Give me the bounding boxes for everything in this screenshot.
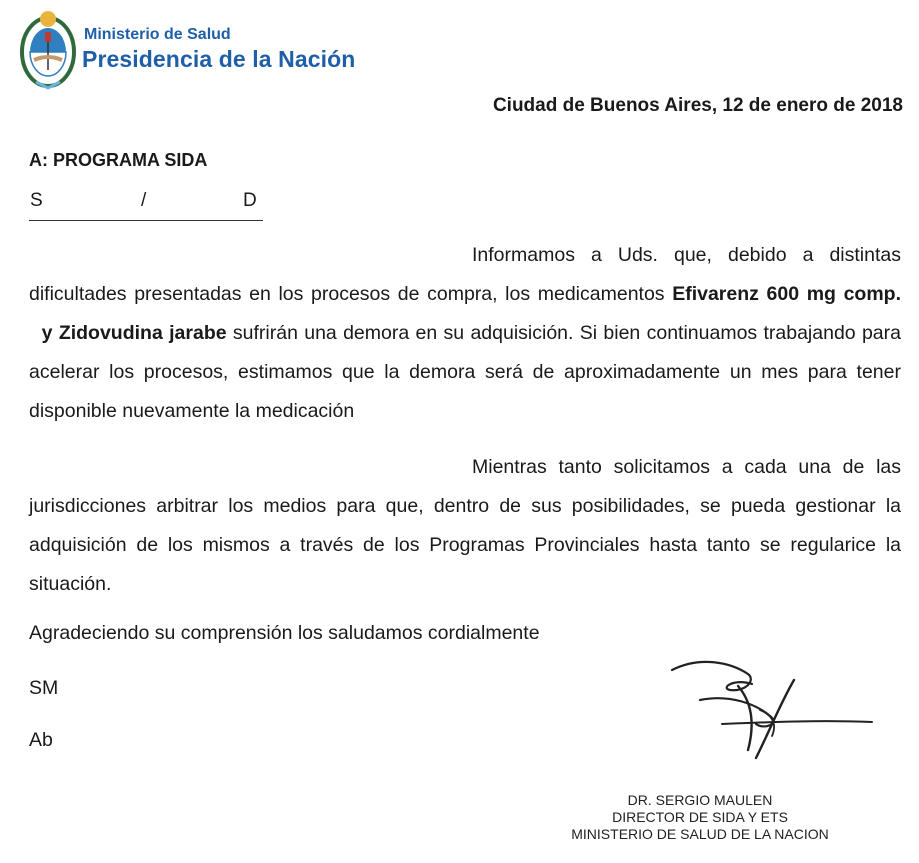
paragraph-2-text: Mientras tanto solicitamos a cada una de las jurisdicciones arbitrar los medios para que, dentro de sus posibilidades, se pueda gestionar la adquisición de los mismos a través de los Programas Provinciales hasta tanto se regularice la situación. bbox=[29, 456, 901, 595]
signatory-organization: MINISTERIO DE SALUD DE LA NACION bbox=[571, 826, 829, 842]
medication-efivarenz: Efivarenz 600 mg comp. bbox=[672, 283, 901, 305]
closing-line: Agradeciendo su comprensión los saludamos cordialmente bbox=[29, 622, 540, 644]
salutation-sd bbox=[29, 190, 263, 221]
paragraph-1-rest: sufrirán una demora en su adquisición. Si bien continuamos trabajando para acelerar los procesos, estimamos que la demora será de aproximadamente un mes para tener disponible nuevamente la medicación bbox=[29, 322, 901, 422]
paragraph-1-intro: Informamos a Uds. que, debido a distintas dificultades presentadas en los procesos de compra, los medicamentos bbox=[29, 244, 901, 305]
signatory-title: DIRECTOR DE SIDA Y ETS bbox=[612, 809, 788, 825]
ministry-name: Ministerio de Salud bbox=[84, 26, 231, 43]
addressee: A: PROGRAMA SIDA bbox=[29, 150, 208, 170]
handwritten-signature bbox=[660, 650, 880, 770]
letterhead bbox=[18, 4, 358, 96]
presidency-name: Presidencia de la Nación bbox=[82, 46, 356, 72]
paragraph-1-conjunction: y bbox=[29, 322, 59, 344]
sd-slash: / bbox=[141, 190, 147, 211]
signature-block bbox=[520, 792, 880, 843]
body-paragraph-2 bbox=[29, 448, 901, 604]
sd-s: S bbox=[30, 190, 43, 211]
body-paragraph-1 bbox=[29, 236, 901, 431]
initials-sm: SM bbox=[29, 677, 59, 699]
medication-zidovudina: Zidovudina jarabe bbox=[58, 322, 227, 344]
sd-d: D bbox=[243, 190, 257, 211]
letter-date: Ciudad de Buenos Aires, 12 de enero de 2018 bbox=[492, 95, 903, 116]
signatory-name: DR. SERGIO MAULEN bbox=[627, 792, 773, 808]
initials-ab: Ab bbox=[29, 729, 53, 751]
coat-of-arms-icon bbox=[18, 4, 78, 96]
